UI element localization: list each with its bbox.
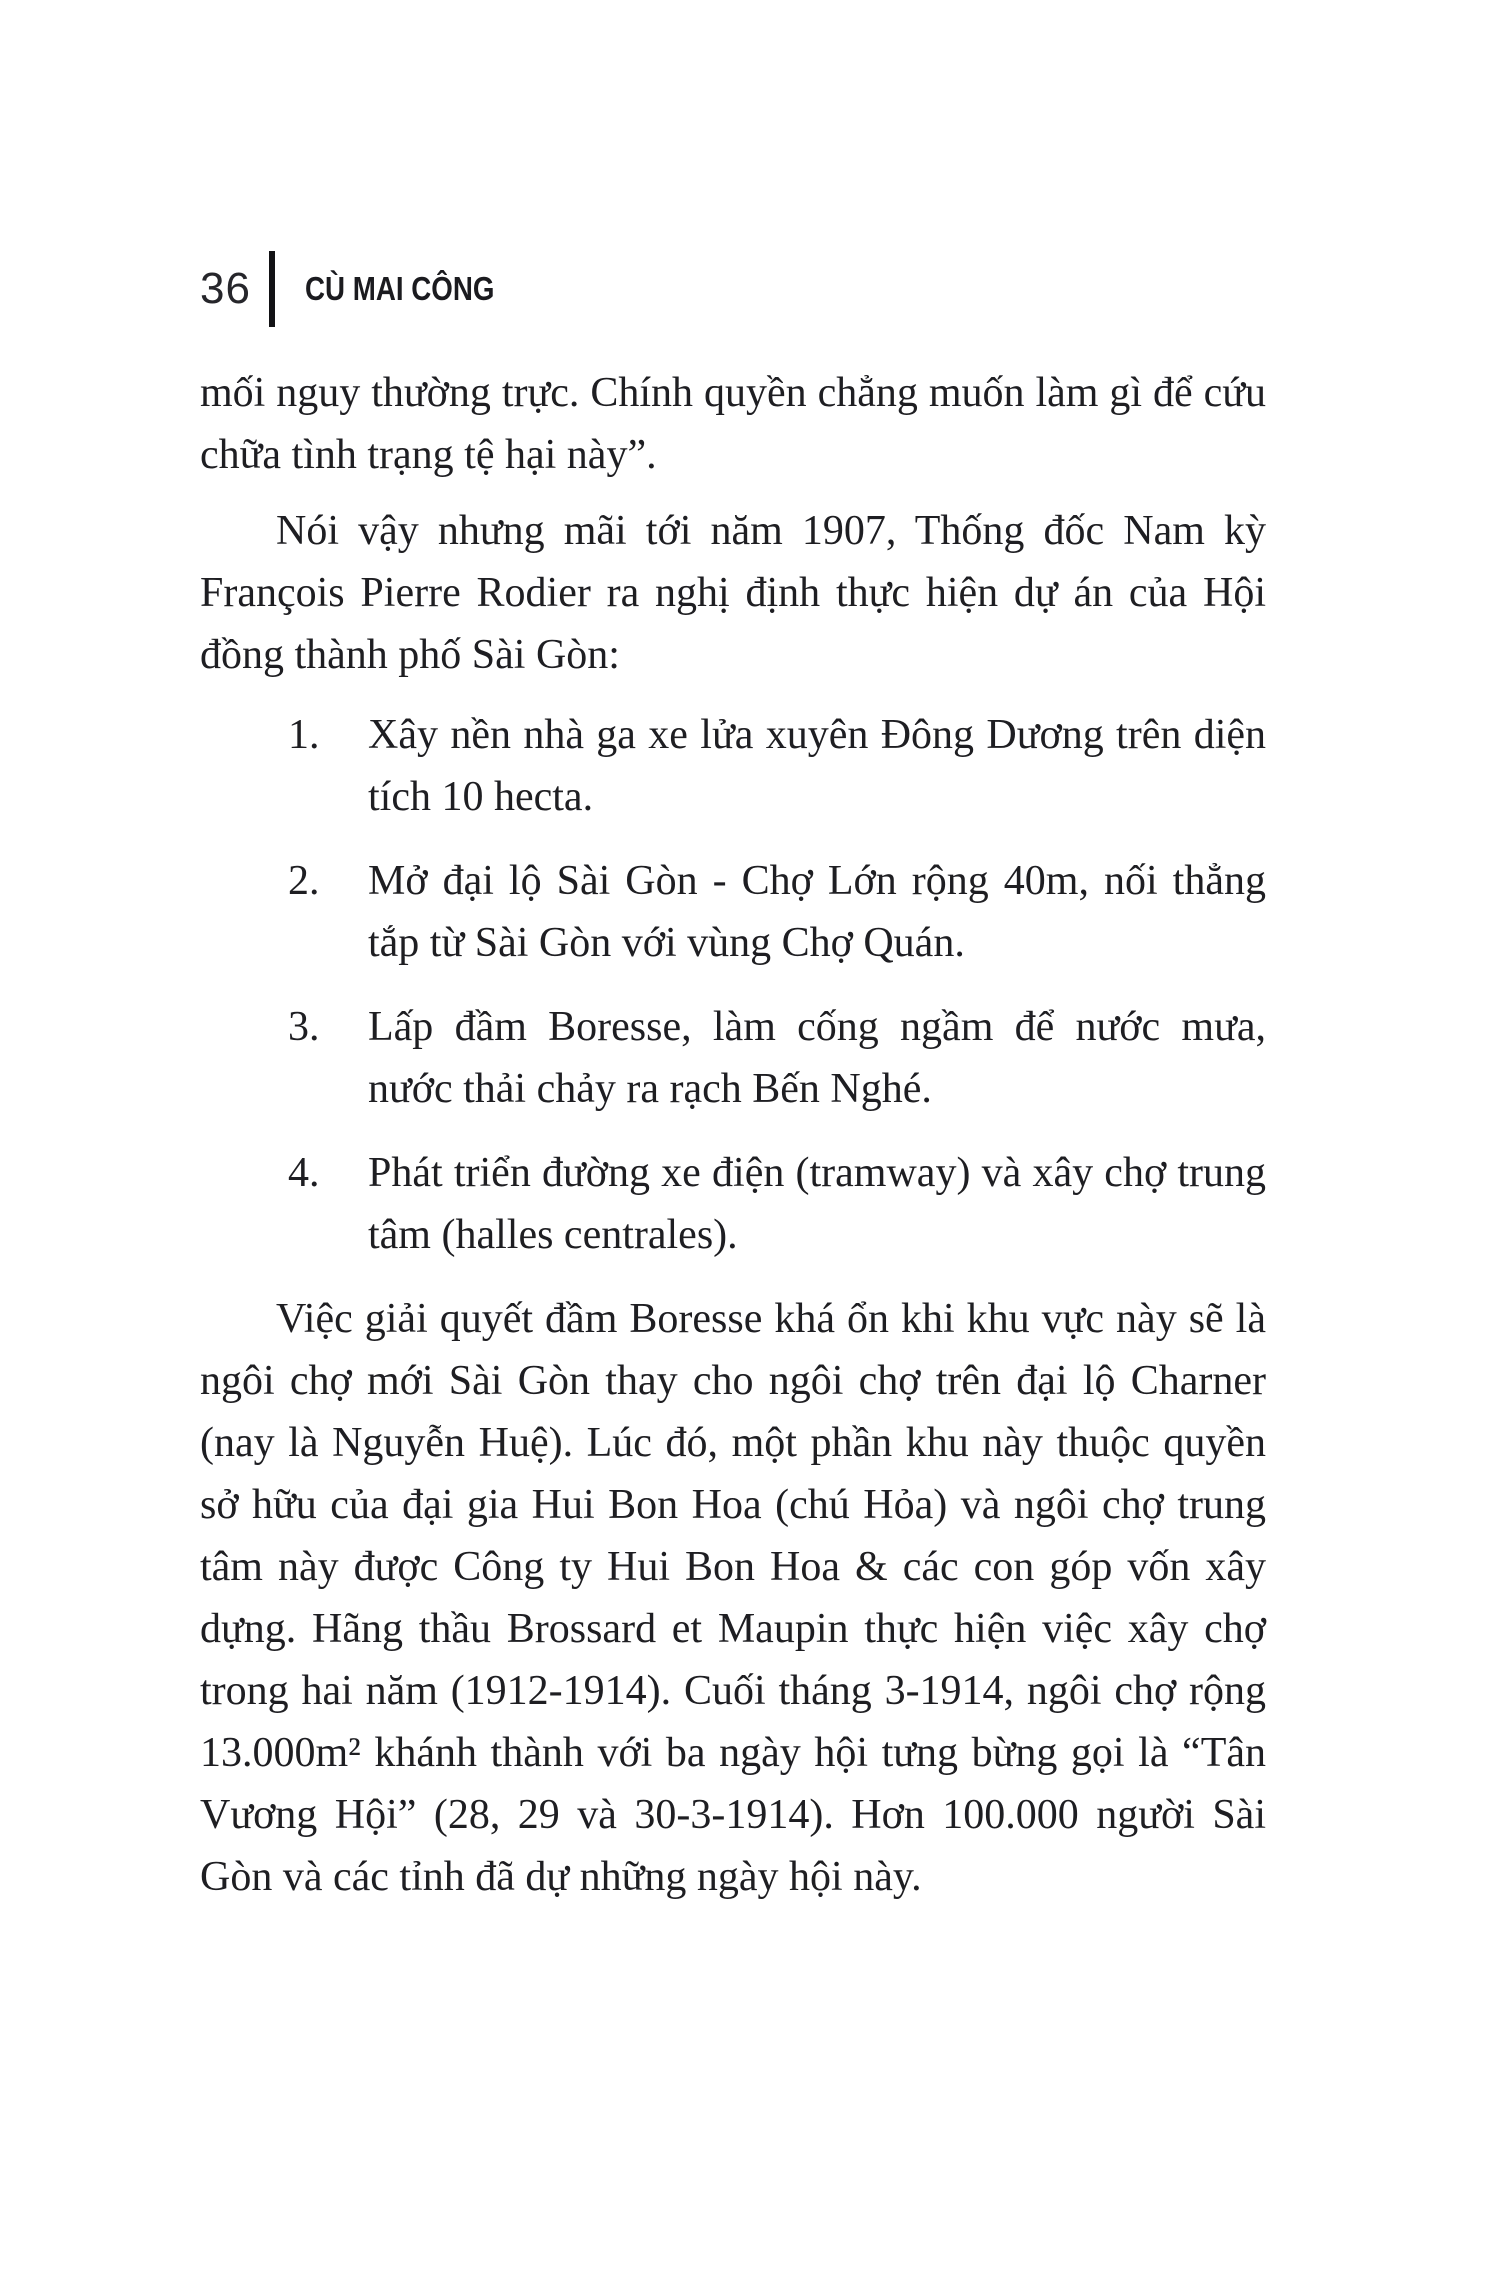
page-body (200, 362, 1266, 1922)
list-item-number: 2. (288, 858, 320, 904)
list-item-number: 1. (288, 712, 320, 758)
list-item-text: Mở đại lộ Sài Gòn - Chợ Lớn rộng 40m, nối thẳng tắp từ Sài Gòn với vùng Chợ Quán. (368, 858, 1266, 966)
list-item (200, 996, 1266, 1120)
author-name: CÙ MAI CÔNG (304, 270, 495, 307)
page-header (200, 248, 530, 330)
list-item-number: 3. (288, 1004, 320, 1050)
header-divider (269, 251, 275, 327)
list-item-number: 4. (288, 1150, 320, 1196)
list-item-text: Xây nền nhà ga xe lửa xuyên Đông Dương trên diện tích 10 hecta. (368, 712, 1266, 820)
paragraph-closing: Việc giải quyết đầm Boresse khá ổn khi khu vực này sẽ là ngôi chợ mới Sài Gòn thay cho ngôi chợ trên đại lộ Charner (nay là Nguyễn Huệ). Lúc đó, một phần khu này thuộc quyền sở hữu của đại gia Hui Bon Hoa (chú Hỏa) và ngôi chợ trung tâm này được Công ty Hui Bon Hoa & các con góp vốn xây dựng. Hãng thầu Brossard et Maupin thực hiện việc xây chợ trong hai năm (1912-1914). Cuối tháng 3-1914, ngôi chợ rộng 13.000m² khánh thành với ba ngày hội tưng bừng gọi là “Tân Vương Hội” (28, 29 và 30-3-1914). Hơn 100.000 người Sài Gòn và các tỉnh đã dự những ngày hội này. (200, 1296, 1266, 1900)
numbered-list (200, 704, 1266, 1266)
list-item (200, 704, 1266, 828)
paragraph-continuation: mối nguy thường trực. Chính quyền chẳng muốn làm gì để cứu chữa tình trạng tệ hại này”. (200, 370, 1266, 478)
list-item (200, 850, 1266, 974)
list-item (200, 1142, 1266, 1266)
paragraph-intro: Nói vậy nhưng mãi tới năm 1907, Thống đốc Nam kỳ François Pierre Rodier ra nghị định thực hiện dự án của Hội đồng thành phố Sài Gòn: (200, 508, 1266, 678)
list-item-text: Lấp đầm Boresse, làm cống ngầm để nước mưa, nước thải chảy ra rạch Bến Nghé. (368, 1004, 1266, 1112)
page-number: 36 (200, 264, 251, 313)
list-item-text: Phát triển đường xe điện (tramway) và xây chợ trung tâm (halles centrales). (368, 1150, 1266, 1258)
